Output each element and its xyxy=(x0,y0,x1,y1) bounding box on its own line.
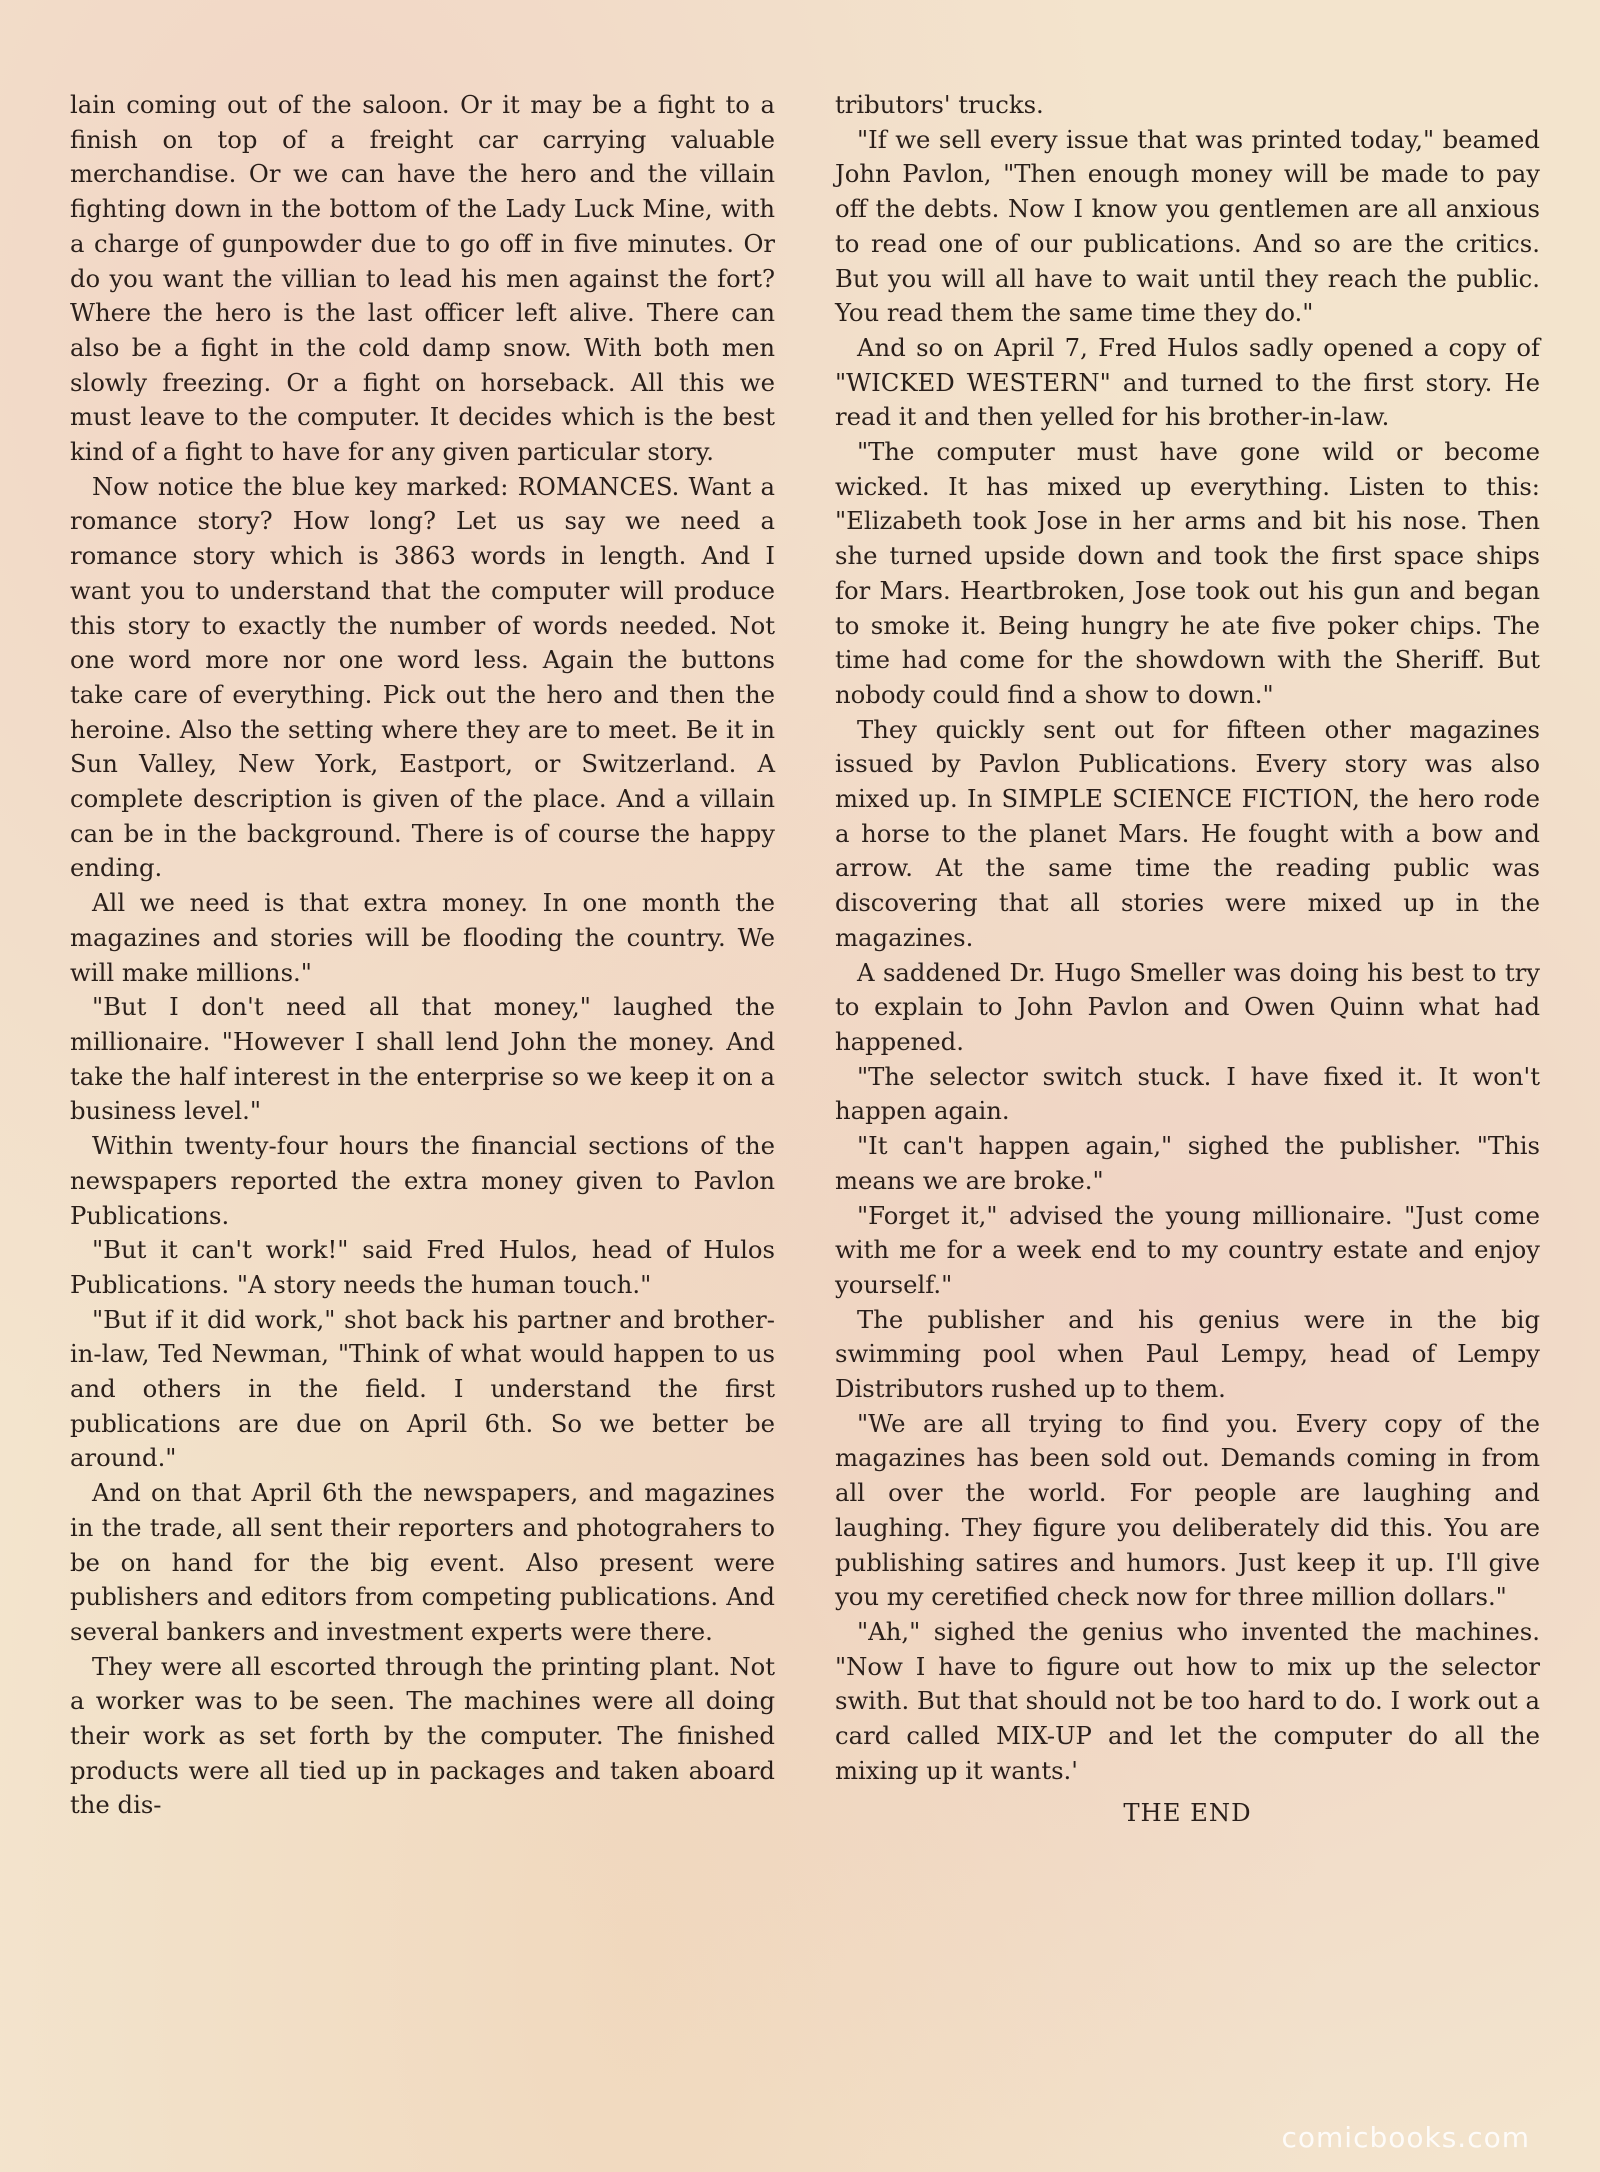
paragraph: They were all escorted through the printing plant. Not a worker was to be seen. The machines were all doing their work as set forth by the computer. The finished products were all tied up in packages and taken aboard the dis- xyxy=(70,1651,775,1820)
right-column xyxy=(835,88,1540,2078)
paragraph: "The selector switch stuck. I have fixed it. It won't happen again. xyxy=(835,1061,1540,1126)
paragraph: "The computer must have gone wild or become wicked. It has mixed up everything. Listen to this: "Elizabeth took Jose in her arms and bit his nose. Then she turned upside down and took the first space ships for Mars. Heartbroken, Jose took out his gun and began to smoke it. Being hungry he ate five poker chips. The time had come for the showdown with the Sheriff. But nobody could find a show to down." xyxy=(835,437,1540,709)
paragraph: And so on April 7, Fred Hulos sadly opened a copy of "WICKED WESTERN" and turned to the first story. He read it and then yelled for his brother-in-law. xyxy=(835,332,1540,432)
paragraph: lain coming out of the saloon. Or it may be a fight to a finish on top of a freight car carrying valuable merchandise. Or we can have the hero and the villain fighting down in the bottom of the Lady Luck Mine, with a charge of gunpowder due to go off in five minutes. Or do you want the villian to lead his men against the fort? Where the hero is the last officer left alive. There can also be a fight in the cold damp snow. With both men slowly freezing. Or a fight on horseback. All this we must leave to the computer. It decides which is the best kind of a fight to have for any given particular story. xyxy=(70,90,775,467)
paragraph: "It can't happen again," sighed the publisher. "This means we are broke." xyxy=(835,1131,1540,1195)
site-watermark: comicbooks.com xyxy=(1281,2121,1530,2154)
paragraph: Now notice the blue key marked: ROMANCES. Want a romance story? How long? Let us say we need a romance story which is 3863 words in length. And I want you to understand that the computer will produce this story to exactly the number of words needed. Not one word more nor one word less. Again the buttons take care of everything. Pick out the hero and then the heroine. Also the setting where they are to meet. Be it in Sun Valley, New York, Eastport, or Switzerland. A complete description is given of the place. And a villain can be in the background. There is of course the happy ending. xyxy=(70,471,775,883)
paragraph: "Forget it," advised the young millionaire. "Just come with me for a week end to my country estate and enjoy yourself." xyxy=(835,1200,1540,1299)
paragraph: And on that April 6th the newspapers, and magazines in the trade, all sent their reporters and photograhers to be on hand for the big event. Also present were publishers and editors from competing publications. And several bankers and investment experts were there. xyxy=(70,1478,775,1646)
paragraph: "But it can't work!" said Fred Hulos, head of Hulos Publications. "A story needs the human touch." xyxy=(70,1235,775,1299)
paragraph: All we need is that extra money. In one month the magazines and stories will be flooding the country. We will make millions." xyxy=(70,888,775,987)
paragraph: "We are all trying to find you. Every copy of the magazines has been sold out. Demands coming in from all over the world. For people are laughing and laughing. They figure you deliberately did this. You are publishing satires and humors. Just keep it up. I'll give you my ceretified check now for three million dollars." xyxy=(835,1408,1540,1612)
paragraph: The publisher and his genius were in the big swimming pool when Paul Lempy, head of Lempy Distributors rushed up to them. xyxy=(835,1304,1540,1404)
paragraph: "But I don't need all that money," laughed the millionaire. "However I shall lend John the money. And take the half interest in the enterprise so we keep it on a business level." xyxy=(70,992,775,1126)
left-column xyxy=(70,88,775,2078)
paragraph: tributors' trucks. xyxy=(835,90,1044,119)
paragraph: A saddened Dr. Hugo Smeller was doing his best to try to explain to John Pavlon and Owen Quinn what had happened. xyxy=(835,957,1540,1056)
paragraph: "Ah," sighed the genius who invented the machines. "Now I have to figure out how to mix up the selector swith. But that should not be too hard to do. I work out a card called MIX-UP and let the computer do all the mixing up it wants.' xyxy=(835,1616,1540,1785)
paragraph: "If we sell every issue that was printed today," beamed John Pavlon, "Then enough money will be made to pay off the debts. Now I know you gentlemen are all anxious to read one of our publications. And so are the critics. But you will all have to wait until they reach the public. You read them the same time they do." xyxy=(835,124,1540,328)
paragraph: "But if it did work," shot back his partner and brother-in-law, Ted Newman, "Think of what would happen to us and others in the field. I understand the first publications are due on April 6th. So we better be around." xyxy=(70,1304,775,1473)
the-end-label: THE END xyxy=(1123,1798,1252,1828)
story-page xyxy=(70,88,1540,2078)
paragraph: Within twenty-four hours the financial sections of the newspapers reported the extra money given to Pavlon Publications. xyxy=(70,1131,775,1230)
paragraph: They quickly sent out for fifteen other magazines issued by Pavlon Publications. Every story was also mixed up. In SIMPLE SCIENCE FICTION, the hero rode a horse to the planet Mars. He fought with a bow and arrow. At the same time the reading public was discovering that all stories were mixed up in the magazines. xyxy=(835,714,1540,952)
